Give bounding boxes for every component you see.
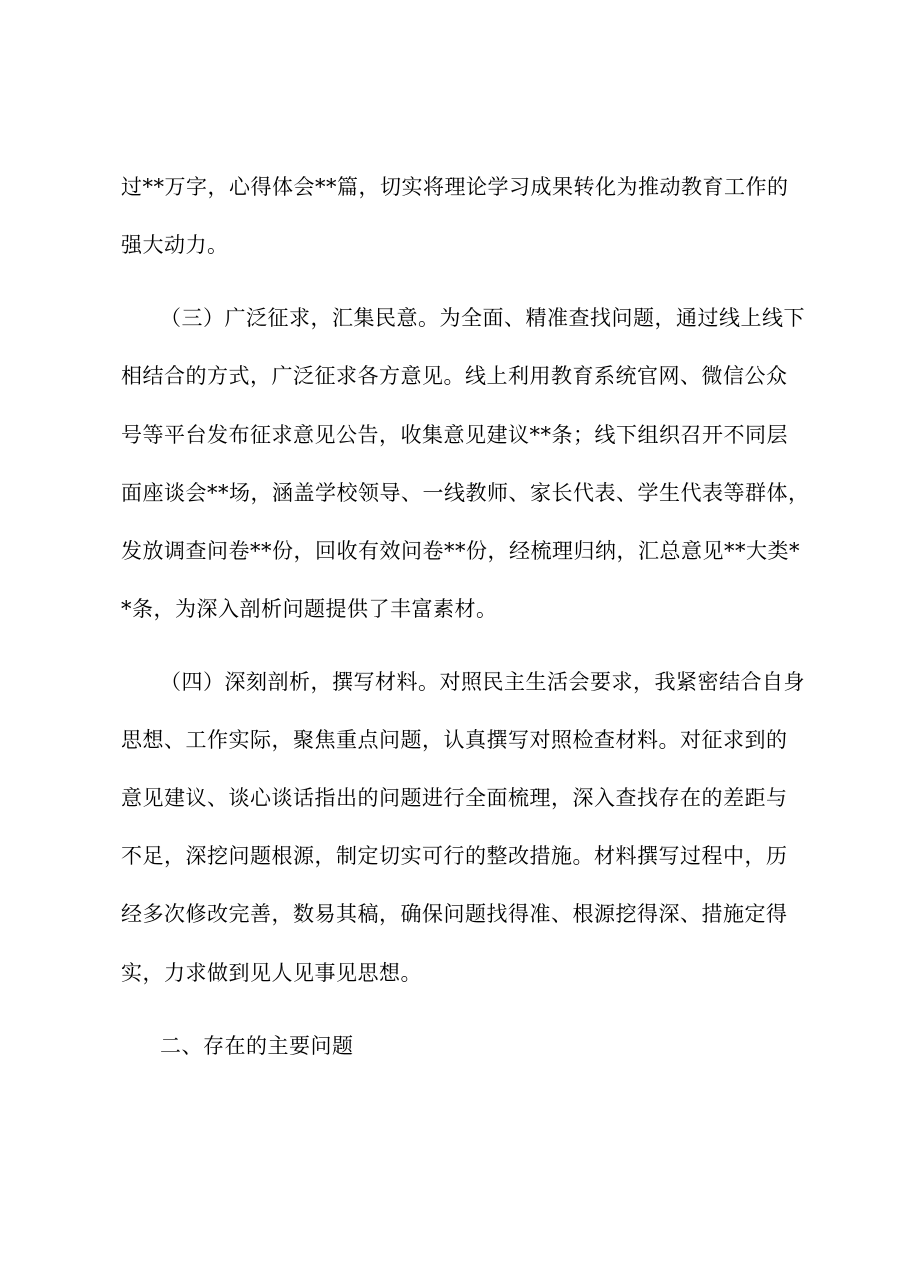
paragraph-line: 意见建议、谈心谈话指出的问题进行全面梳理，深入查找存在的差距与 [121,786,788,810]
section-heading-main-problems: 二、存在的主要问题 [160,1034,354,1058]
paragraph-line: 强大动力。 [121,233,229,257]
section-3-heading-line: （三）广泛征求，汇集民意。为全面、精准查找问题，通过线上线下 [160,306,805,330]
paragraph-line: 实，力求做到见人见事见思想。 [121,961,422,985]
paragraph-line: 发放调查问卷**份，回收有效问卷**份，经梳理归纳，汇总意见**大类* [121,539,800,563]
paragraph-line: 思想、工作实际，聚焦重点问题，认真撰写对照检查材料。对征求到的 [121,728,788,752]
paragraph-line: 过**万字，心得体会**篇，切实将理论学习成果转化为推动教育工作的 [121,175,789,199]
paragraph-line: 号等平台发布征求意见公告，收集意见建议**条；线下组织召开不同层 [121,423,788,447]
paragraph-line: 经多次修改完善，数易其稿，确保问题找得准、根源挖得深、措施定得 [121,902,788,926]
paragraph-line: 相结合的方式，广泛征求各方意见。线上利用教育系统官网、微信公众 [121,364,788,388]
section-4-heading-line: （四）深刻剖析，撰写材料。对照民主生活会要求，我紧密结合自身 [160,670,805,694]
paragraph-line: 面座谈会**场，涵盖学校领导、一线教师、家长代表、学生代表等群体， [121,481,810,505]
paragraph-line: *条，为深入剖析问题提供了丰富素材。 [121,597,498,621]
paragraph-line: 不足，深挖问题根源，制定切实可行的整改措施。材料撰写过程中，历 [121,844,788,868]
